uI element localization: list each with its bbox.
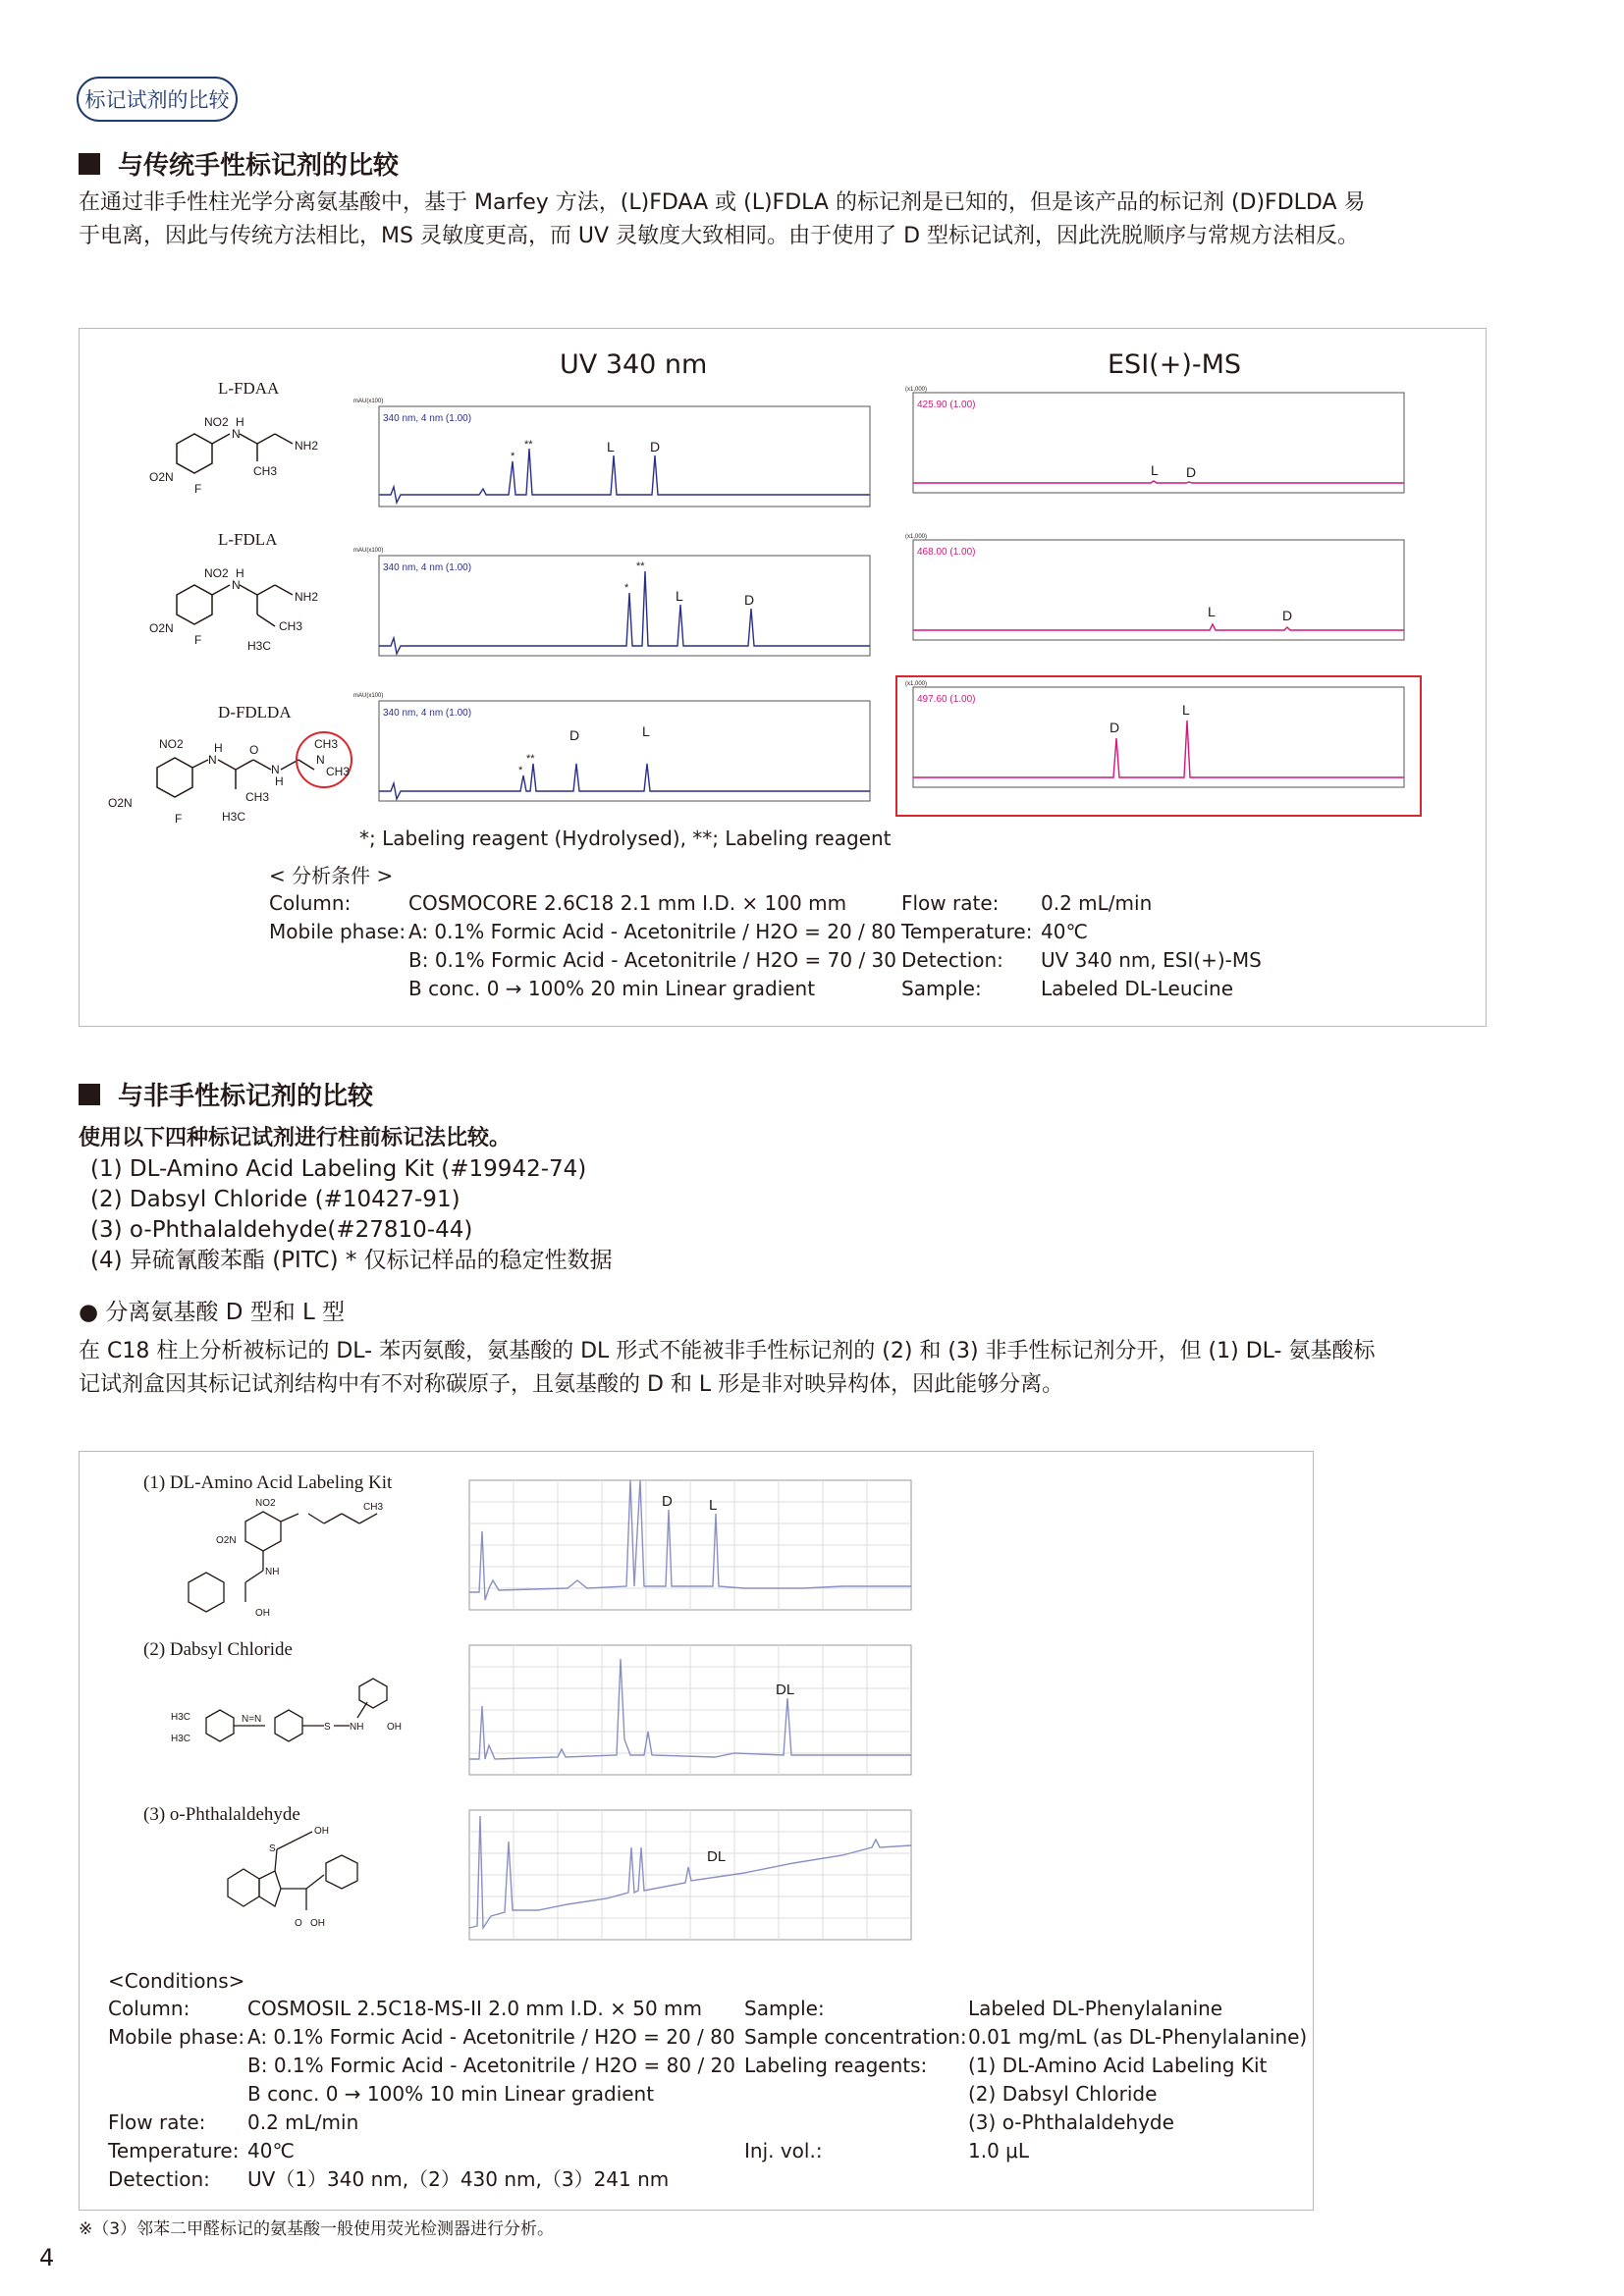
para-line: 于电离，因此与传统方法相比，MS 灵敏度更高，而 UV 灵敏度大致相同。由于使用了 D 型标记试剂，因此洗脱顺序与常规方法相反。 — [79, 224, 1360, 248]
svg-text:D: D — [744, 592, 755, 608]
section2-heading — [79, 1076, 373, 1112]
figure1-cond-left: Column: COSMOCORE 2.6C18 2.1 mm I.D. × 100 mm Mobile phase: A: 0.1% Formic Acid - Acetonitrile / H2O = 20 / 80 B: 0.1% Formic Acid - Acetonitrile / H2O = 70 / 30 B conc. 0 → 100% 20 min Linear gradient — [269, 891, 896, 1000]
svg-text:O2N: O2N — [108, 796, 133, 810]
fig2-label-3: (3) o-Phthalaldehyde — [143, 1804, 300, 1825]
svg-text:**: ** — [526, 753, 535, 765]
section2-intro: 使用以下四种标记试剂进行柱前标记法比较。 — [79, 1126, 512, 1150]
opa-structure-image — [218, 1820, 414, 1948]
figure2-cond-right: Sample: Labeled DL-Phenylalanine Sample concentration: 0.01 mg/mL (as DL-Phenylalanine) Labeling reagents: (1) DL-Amino Acid Labeling Kit (2) Dabsyl Chloride (3) o-Phthalaldehyde Inj. vol.: 1.0 μL — [744, 1997, 1308, 2163]
svg-text:L: L — [642, 723, 650, 739]
list-item: (1) DL-Amino Acid Labeling Kit (#19942-74) — [90, 1156, 587, 1182]
svg-text:N: N — [316, 753, 325, 767]
uv-trace-label: 340 nm, 4 nm (1.00) — [383, 708, 472, 719]
svg-text:N: N — [271, 763, 280, 776]
fdla-structure-image — [137, 556, 334, 664]
peak-label-d: D — [662, 1493, 673, 1510]
svg-text:H3C: H3C — [247, 639, 272, 653]
svg-text:L: L — [1151, 462, 1159, 478]
reagent-label-fdaa: L-FDAA — [218, 379, 280, 398]
reagent-list — [90, 1154, 613, 1276]
svg-text:NO2: NO2 — [204, 566, 229, 580]
uv-chart-fdaa — [352, 393, 882, 520]
figure1-footnote: *; Labeling reagent (Hydrolysed), **; Labeling reagent — [359, 827, 892, 850]
svg-text:NH: NH — [265, 1567, 280, 1577]
svg-text:L: L — [1208, 604, 1216, 619]
para-line: 记试剂盒因其标记试剂结构中有不对称碳原子，且氨基酸的 D 和 L 形是非对映异构体，因此能够分离。 — [79, 1372, 1064, 1397]
reagent-label-fdlda: D-FDLDA — [218, 703, 292, 721]
fig2-chart-2 — [450, 1637, 921, 1785]
uv-chart-fdla — [352, 542, 882, 669]
svg-text:H: H — [236, 415, 244, 429]
svg-text:NH: NH — [350, 1722, 364, 1733]
svg-text:CH3: CH3 — [326, 765, 351, 778]
uv-column-title: UV 340 nm — [560, 349, 708, 380]
para-line: 在通过非手性柱光学分离氨基酸中，基于 Marfey 方法，(L)FDAA 或 (L)FDLA 的标记剂是已知的，但是该产品的标记剂 (D)FDLDA 易 — [79, 190, 1366, 215]
ms-trace-label: 468.00 (1.00) — [917, 547, 976, 558]
svg-text:*: * — [624, 582, 629, 594]
list-item: (4) 异硫氰酸苯酯 (PITC) * 仅标记样品的稳定性数据 — [90, 1248, 613, 1273]
peak-label-dl: DL — [776, 1682, 795, 1698]
svg-text:*: * — [511, 451, 515, 462]
figure2-cond-title: <Conditions> — [108, 1969, 245, 1993]
svg-text:N=N: N=N — [242, 1714, 262, 1725]
svg-text:NO2: NO2 — [255, 1498, 276, 1509]
fig2-label-2: (2) Dabsyl Chloride — [143, 1639, 293, 1660]
uv-trace-label: 340 nm, 4 nm (1.00) — [383, 562, 472, 573]
heading-square-icon — [79, 153, 100, 175]
svg-text:OH: OH — [255, 1608, 270, 1619]
fig2-chart-3 — [450, 1802, 921, 1949]
dabsyl-structure-image — [167, 1659, 422, 1777]
svg-text:O2N: O2N — [149, 470, 174, 484]
svg-text:(x1,000): (x1,000) — [905, 681, 928, 687]
list-item: (3) o-Phthalaldehyde(#27810-44) — [90, 1217, 473, 1243]
dl-kit-structure-image — [177, 1492, 412, 1620]
svg-text:CH3: CH3 — [253, 464, 278, 478]
svg-text:S: S — [324, 1722, 331, 1733]
svg-text:O2N: O2N — [216, 1535, 237, 1546]
svg-text:CH3: CH3 — [363, 1502, 384, 1513]
ms-trace-label: 497.60 (1.00) — [917, 694, 976, 705]
svg-text:NH2: NH2 — [295, 439, 319, 453]
section2-title: 与非手性标记剂的比较 — [118, 1082, 374, 1111]
svg-text:O2N: O2N — [149, 621, 174, 635]
fdaa-structure-image — [137, 404, 334, 512]
svg-text:H: H — [236, 566, 244, 580]
svg-text:OH: OH — [314, 1826, 329, 1837]
para-line: 在 C18 柱上分析被标记的 DL- 苯丙氨酸，氨基酸的 DL 形式不能被非手性标记剂的 (2) 和 (3) 非手性标记剂分开，但 (1) DL- 氨基酸标 — [79, 1339, 1376, 1363]
uv-axis-unit: mAU(x100) — [353, 399, 384, 404]
svg-text:F: F — [194, 633, 202, 647]
page-number: 4 — [39, 2244, 55, 2271]
section1-heading — [79, 145, 399, 182]
uv-trace-fdaa — [379, 449, 870, 503]
fig2-label-1: (1) DL-Amino Acid Labeling Kit — [143, 1472, 393, 1493]
svg-text:**: ** — [524, 439, 533, 451]
svg-text:mAU(x100): mAU(x100) — [353, 693, 384, 699]
ms-chart-fdlda — [892, 679, 1422, 807]
svg-text:D: D — [569, 727, 580, 743]
svg-text:O: O — [295, 1918, 302, 1929]
svg-text:H3C: H3C — [222, 810, 246, 824]
bullet-subheading: ● 分离氨基酸 D 型和 L 型 — [79, 1300, 346, 1325]
svg-text:F: F — [175, 812, 183, 826]
svg-text:mAU(x100): mAU(x100) — [353, 548, 384, 554]
section2-paragraph — [79, 1335, 1551, 1402]
svg-text:N: N — [232, 427, 241, 441]
fig2-chart-1 — [450, 1472, 921, 1620]
section-badge: 标记试剂的比较 — [77, 77, 238, 122]
ms-trace-label: 425.90 (1.00) — [917, 400, 976, 410]
svg-text:CH3: CH3 — [245, 790, 270, 804]
page-footnote: ※（3）邻苯二甲醛标记的氨基酸一般使用荧光检测器进行分析。 — [79, 2219, 555, 2239]
svg-text:OH: OH — [310, 1918, 325, 1929]
svg-text:N: N — [208, 753, 217, 767]
list-item: (2) Dabsyl Chloride (#10427-91) — [90, 1187, 460, 1212]
svg-text:**: ** — [636, 561, 645, 572]
uv-chart-fdlda — [352, 687, 882, 815]
svg-text:(x1,000): (x1,000) — [905, 534, 928, 540]
reagent-label-fdla: L-FDLA — [218, 530, 278, 549]
svg-text:NO2: NO2 — [159, 737, 184, 751]
ms-chart-fdaa — [892, 385, 1422, 512]
ms-chart-fdla — [892, 532, 1422, 660]
svg-text:F: F — [194, 482, 202, 496]
figure2-cond-left: Column: COSMOSIL 2.5C18-MS-II 2.0 mm I.D. × 50 mm Mobile phase: A: 0.1% Formic Acid - Acetonitrile / H2O = 20 / 80 B: 0.1% Formic Acid - Acetonitrile / H2O = 80 / 20 B conc. 0 → 100% 10 min Linear gradient Flow rate: 0.2 mL/min Temperature: 40℃ Detection: UV（1）340 nm,（2）430 nm,（3）241 nm — [108, 1997, 735, 2191]
svg-text:D: D — [1110, 720, 1120, 735]
svg-text:O: O — [249, 743, 259, 757]
svg-text:L: L — [676, 588, 683, 604]
svg-text:NO2: NO2 — [204, 415, 229, 429]
uv-trace-label: 340 nm, 4 nm (1.00) — [383, 413, 472, 424]
ms-axis-unit: (x1,000) — [905, 387, 928, 393]
svg-text:D: D — [1186, 464, 1197, 480]
ms-column-title: ESI(+)-MS — [1108, 349, 1242, 380]
svg-text:D: D — [650, 439, 661, 454]
heading-square-icon — [79, 1084, 100, 1105]
fdlda-structure-image — [98, 722, 363, 840]
svg-text:*: * — [518, 765, 523, 776]
svg-text:S: S — [269, 1843, 276, 1854]
section1-paragraph — [79, 187, 1551, 253]
svg-text:H: H — [214, 741, 223, 755]
peak-label-l: L — [709, 1497, 718, 1514]
peak-label-dl: DL — [707, 1848, 727, 1865]
svg-text:OH: OH — [387, 1722, 402, 1733]
svg-text:L: L — [607, 439, 615, 454]
svg-text:CH3: CH3 — [314, 737, 339, 751]
svg-text:CH3: CH3 — [279, 619, 303, 633]
svg-text:H3C: H3C — [171, 1712, 191, 1723]
svg-text:H: H — [275, 774, 284, 788]
svg-text:H3C: H3C — [171, 1734, 191, 1744]
section1-title: 与传统手性标记剂的比较 — [118, 151, 400, 181]
figure1-cond-title: < 分析条件 > — [269, 864, 394, 887]
svg-text:L: L — [1182, 702, 1190, 718]
figure1-cond-right: Flow rate: 0.2 mL/min Temperature: 40℃ Detection: UV 340 nm, ESI(+)-MS Sample: Labeled DL-Leucine — [901, 891, 1262, 1000]
svg-text:NH2: NH2 — [295, 590, 319, 604]
svg-text:N: N — [232, 578, 241, 592]
svg-text:D: D — [1282, 608, 1293, 623]
